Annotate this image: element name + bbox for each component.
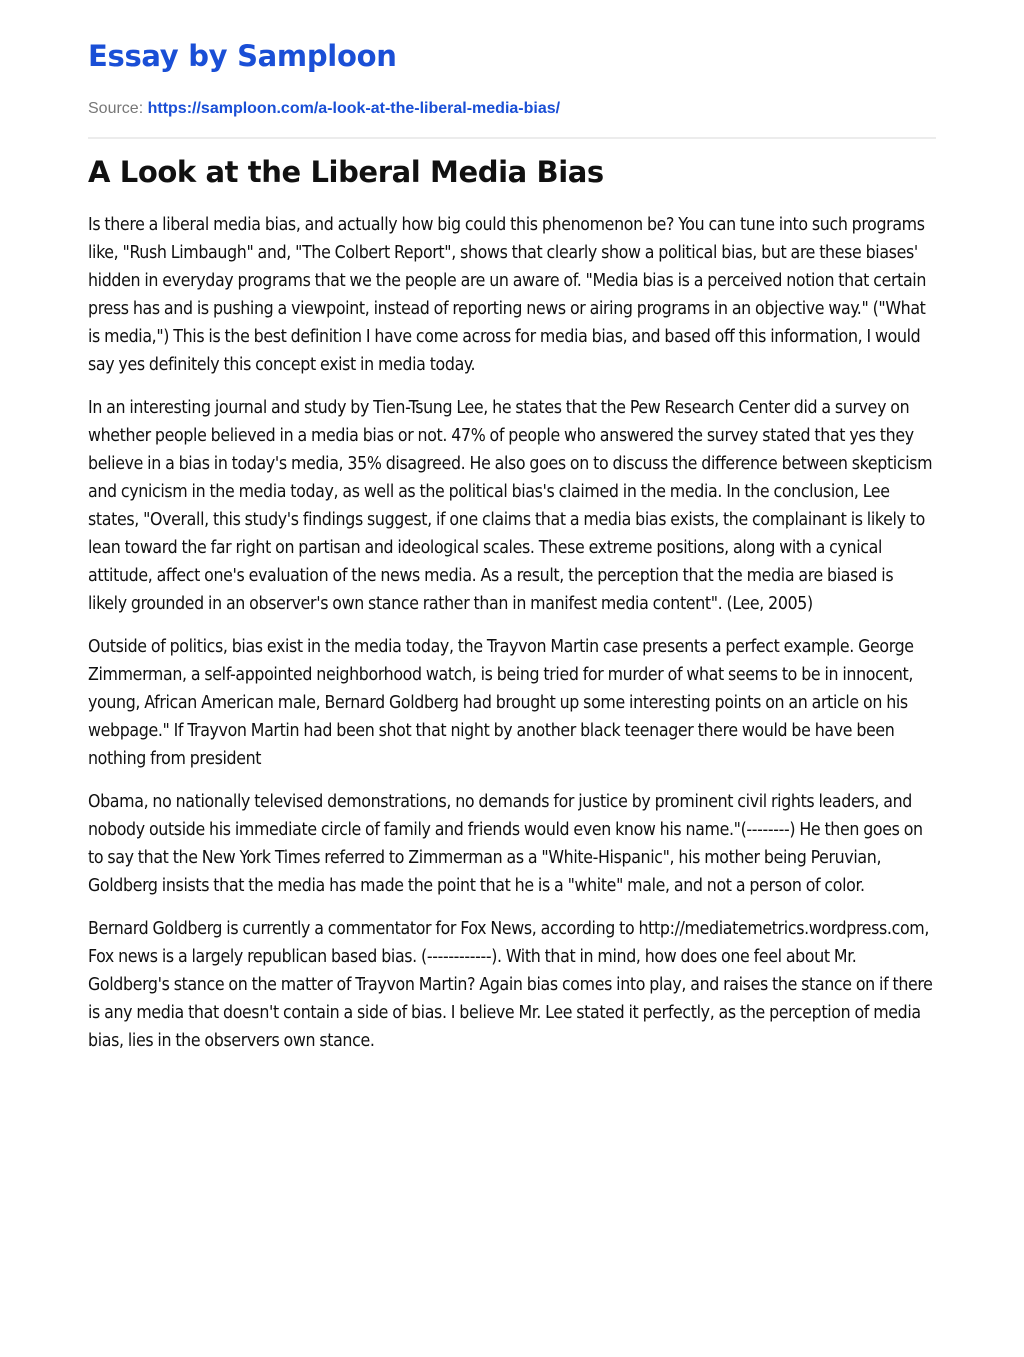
essay-title: A Look at the Liberal Media Bias bbox=[88, 155, 604, 189]
source-link[interactable]: https://samploon.com/a-look-at-the-liberal-media-bias/ bbox=[147, 100, 561, 117]
essay-body bbox=[88, 211, 936, 1055]
source-label: Source: bbox=[88, 100, 144, 117]
essay-paragraph-2: In an interesting journal and study by Tien-Tsung Lee, he states that the Pew Research Center did a survey on whether people believed in a media bias or not. 47% of people who answered the survey stated that yes they believe in a bias in today's media, 35% disagreed. He also goes on to discuss the difference between skepticism and cynicism in the media today, as well as the political bias's claimed in the media. In the conclusion, Lee states, "Overall, this study's findings suggest, if one claims that a media bias exists, the complainant is likely to lean toward the far right on partisan and ideological scales. These extreme positions, along with a cynical attitude, affect one's evaluation of the news media. As a result, the perception that the media are biased is likely grounded in an observer's own stance rather than in manifest media content". (Lee, 2005) bbox=[88, 398, 933, 614]
essay-paragraph-5: Bernard Goldberg is currently a commentator for Fox News, according to http://mediatemetrics.wordpress.com, Fox news is a largely republican based bias. (------------). With that in mind, how does one feel about Mr. Goldberg's stance on the matter of Trayvon Martin? Again bias comes into play, and raises the stance on if there is any media that doesn't contain a side of bias. I believe Mr. Lee stated it perfectly, as the perception of media bias, lies in the observers own stance. bbox=[88, 919, 933, 1051]
header-divider bbox=[88, 137, 936, 139]
source-line bbox=[88, 98, 936, 120]
essay-paragraph-1: Is there a liberal media bias, and actually how big could this phenomenon be? You can tune into such programs like, "Rush Limbaugh" and, "The Colbert Report", shows that clearly show a political bias, but are these biases' hidden in everyday programs that we the people are un aware of. "Media bias is a perceived notion that certain press has and is pushing a viewpoint, instead of reporting news or airing programs in an objective way." ("What is media,") This is the best definition I have come across for media bias, and based off this information, I would say yes definitely this concept exist in media today. bbox=[88, 215, 927, 375]
essay-page bbox=[88, 0, 936, 1055]
site-brand-heading: Essay by Samploon bbox=[88, 39, 397, 73]
essay-paragraph-3: Outside of politics, bias exist in the media today, the Trayvon Martin case presents a perfect example. George Zimmerman, a self-appointed neighborhood watch, is being tried for murder of what seems to be in innocent, young, African American male, Bernard Goldberg had brought up some interesting points on an article on his webpage." If Trayvon Martin had been shot that night by another black teenager there would be have been nothing from president bbox=[88, 637, 914, 769]
essay-paragraph-4: Obama, no nationally televised demonstrations, no demands for justice by prominent civil rights leaders, and nobody outside his immediate circle of family and friends would even know his name."(--------) He then goes on to say that the New York Times referred to Zimmerman as a "White-Hispanic", his mother being Peruvian, Goldberg insists that the media has made the point that he is a "white" male, and not a person of color. bbox=[88, 792, 923, 896]
